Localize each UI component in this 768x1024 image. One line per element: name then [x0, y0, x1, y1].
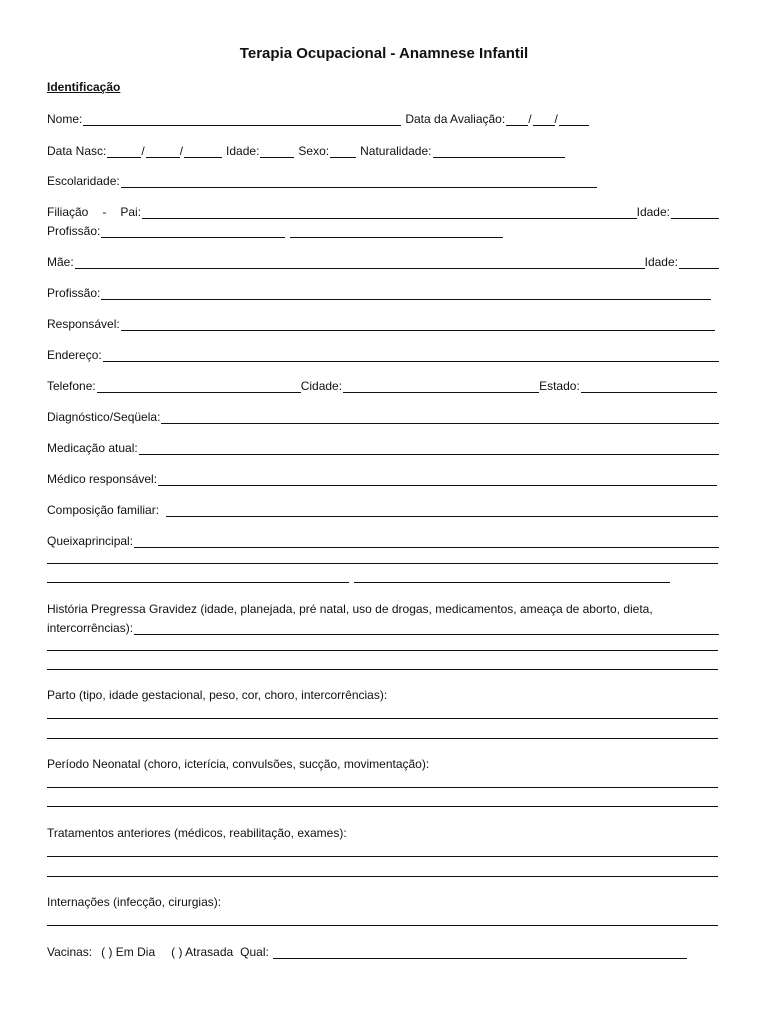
field-gravidez[interactable] [134, 623, 719, 635]
form-title: Terapia Ocupacional - Anamnese Infantil [239, 45, 529, 62]
label-medicacao: Medicação atual: [47, 441, 138, 455]
field-diagnostico[interactable] [161, 412, 719, 424]
row-telefone [47, 377, 717, 393]
gravidez-line-2[interactable] [47, 650, 718, 651]
row-gravidez [47, 619, 719, 635]
slash: / [554, 112, 558, 126]
neonatal-line-2[interactable] [47, 806, 718, 807]
label-vacinas: Vacinas: [47, 945, 93, 959]
field-pai-idade[interactable] [671, 207, 719, 219]
parto-line-1[interactable] [47, 718, 718, 719]
field-medico[interactable] [158, 474, 717, 486]
label-nome: Nome: [47, 112, 83, 126]
label-internacoes: Internações (infecção, cirurgias): [47, 895, 222, 909]
label-pai-profissao: Profissão: [47, 224, 101, 238]
field-data-avaliacao-dia[interactable] [506, 114, 528, 126]
label-mae: Mãe: [47, 255, 74, 269]
label-responsavel: Responsável: [47, 317, 120, 331]
row-internacoes [47, 893, 719, 909]
gravidez-line-3[interactable] [47, 669, 718, 670]
label-escolaridade: Escolaridade: [47, 174, 120, 188]
row-composicao [47, 501, 718, 517]
field-sexo[interactable] [330, 146, 356, 158]
field-telefone[interactable] [97, 381, 301, 393]
internacoes-line-1[interactable] [47, 925, 718, 926]
field-endereco[interactable] [103, 350, 719, 362]
label-qual: Qual: [240, 945, 269, 959]
label-estado: Estado: [539, 379, 580, 393]
slash: / [141, 144, 145, 158]
checkbox-em-dia[interactable]: ( ) Em Dia [101, 945, 156, 959]
checkbox-atrasada[interactable]: ( ) Atrasada [171, 945, 234, 959]
field-queixa[interactable] [134, 536, 719, 548]
label-mae-idade: Idade: [644, 255, 678, 269]
field-idade[interactable] [260, 146, 294, 158]
queixa-line-3b[interactable] [354, 582, 670, 583]
row-medico [47, 470, 717, 486]
label-parto: Parto (tipo, idade gestacional, peso, cor, choro, intercorrências): [47, 688, 388, 702]
field-pai-profissao[interactable] [101, 226, 285, 238]
field-naturalidade[interactable] [433, 146, 565, 158]
row-filiacao-pai [47, 203, 719, 219]
label-data-nasc: Data Nasc: [47, 144, 107, 158]
field-cidade[interactable] [343, 381, 539, 393]
label-naturalidade: Naturalidade: [360, 144, 432, 158]
label-dash: - [102, 205, 107, 219]
label-pai-idade: Idade: [636, 205, 670, 219]
label-mae-profissao: Profissão: [47, 286, 101, 300]
tratamentos-line-2[interactable] [47, 876, 718, 877]
label-medico: Médico responsável: [47, 472, 158, 486]
row-medicacao [47, 439, 719, 455]
row-diagnostico [47, 408, 719, 424]
field-mae-profissao[interactable] [101, 288, 711, 300]
label-filiacao: Filiação [47, 205, 89, 219]
slash: / [528, 112, 532, 126]
tratamentos-line-1[interactable] [47, 856, 718, 857]
label-tratamentos: Tratamentos anteriores (médicos, reabilitação, exames): [47, 826, 347, 840]
row-neonatal [47, 755, 719, 771]
field-data-nasc-dia[interactable] [107, 146, 141, 158]
field-data-avaliacao-ano[interactable] [559, 114, 589, 126]
label-telefone: Telefone: [47, 379, 96, 393]
field-mae[interactable] [75, 257, 645, 269]
row-vacinas [47, 943, 687, 959]
queixa-line-2[interactable] [47, 563, 718, 564]
row-pai-profissao [47, 222, 503, 238]
neonatal-line-1[interactable] [47, 787, 718, 788]
row-parto [47, 686, 719, 702]
label-endereco: Endereço: [47, 348, 102, 362]
field-pai[interactable] [142, 207, 637, 219]
field-responsavel[interactable] [121, 319, 715, 331]
label-neonatal: Período Neonatal (choro, icterícia, convulsões, sucção, movimentação): [47, 757, 430, 771]
field-mae-idade[interactable] [679, 257, 719, 269]
field-medicacao[interactable] [139, 443, 719, 455]
row-escolaridade [47, 172, 597, 188]
label-pai: Pai: [120, 205, 142, 219]
queixa-line-3a[interactable] [47, 582, 349, 583]
row-responsavel [47, 315, 715, 331]
label-idade: Idade: [226, 144, 260, 158]
label-cidade: Cidade: [300, 379, 343, 393]
label-composicao: Composição familiar: [47, 503, 160, 517]
gravidez-question [47, 600, 719, 619]
field-data-nasc-mes[interactable] [146, 146, 180, 158]
label-diagnostico: Diagnóstico/Seqüela: [47, 410, 161, 424]
field-escolaridade[interactable] [121, 176, 597, 188]
slash: / [179, 144, 184, 158]
field-data-avaliacao-mes[interactable] [533, 114, 555, 126]
row-endereco [47, 346, 719, 362]
field-estado[interactable] [581, 381, 717, 393]
row-nome [47, 110, 719, 126]
field-pai-profissao-cont[interactable] [290, 226, 503, 238]
parto-line-2[interactable] [47, 738, 718, 739]
label-data-avaliacao: Data da Avaliação: [405, 112, 506, 126]
field-nome[interactable] [83, 114, 401, 126]
field-vacinas-qual[interactable] [273, 947, 687, 959]
row-queixa [47, 532, 719, 548]
row-mae [47, 253, 719, 269]
label-gravidez-a: História Pregressa Gravidez (idade, planejada, pré natal, uso de drogas, medicamentos, ameaça de aborto, dieta, [47, 602, 653, 616]
label-gravidez-b: intercorrências): [47, 621, 134, 635]
section-identificacao: Identificação [47, 80, 121, 94]
row-data-nasc [47, 142, 719, 158]
field-composicao[interactable] [166, 505, 718, 517]
row-mae-profissao [47, 284, 711, 300]
row-tratamentos [47, 824, 719, 840]
label-queixa: Queixaprincipal: [47, 534, 134, 548]
label-sexo: Sexo: [298, 144, 330, 158]
field-data-nasc-ano[interactable] [184, 146, 222, 158]
